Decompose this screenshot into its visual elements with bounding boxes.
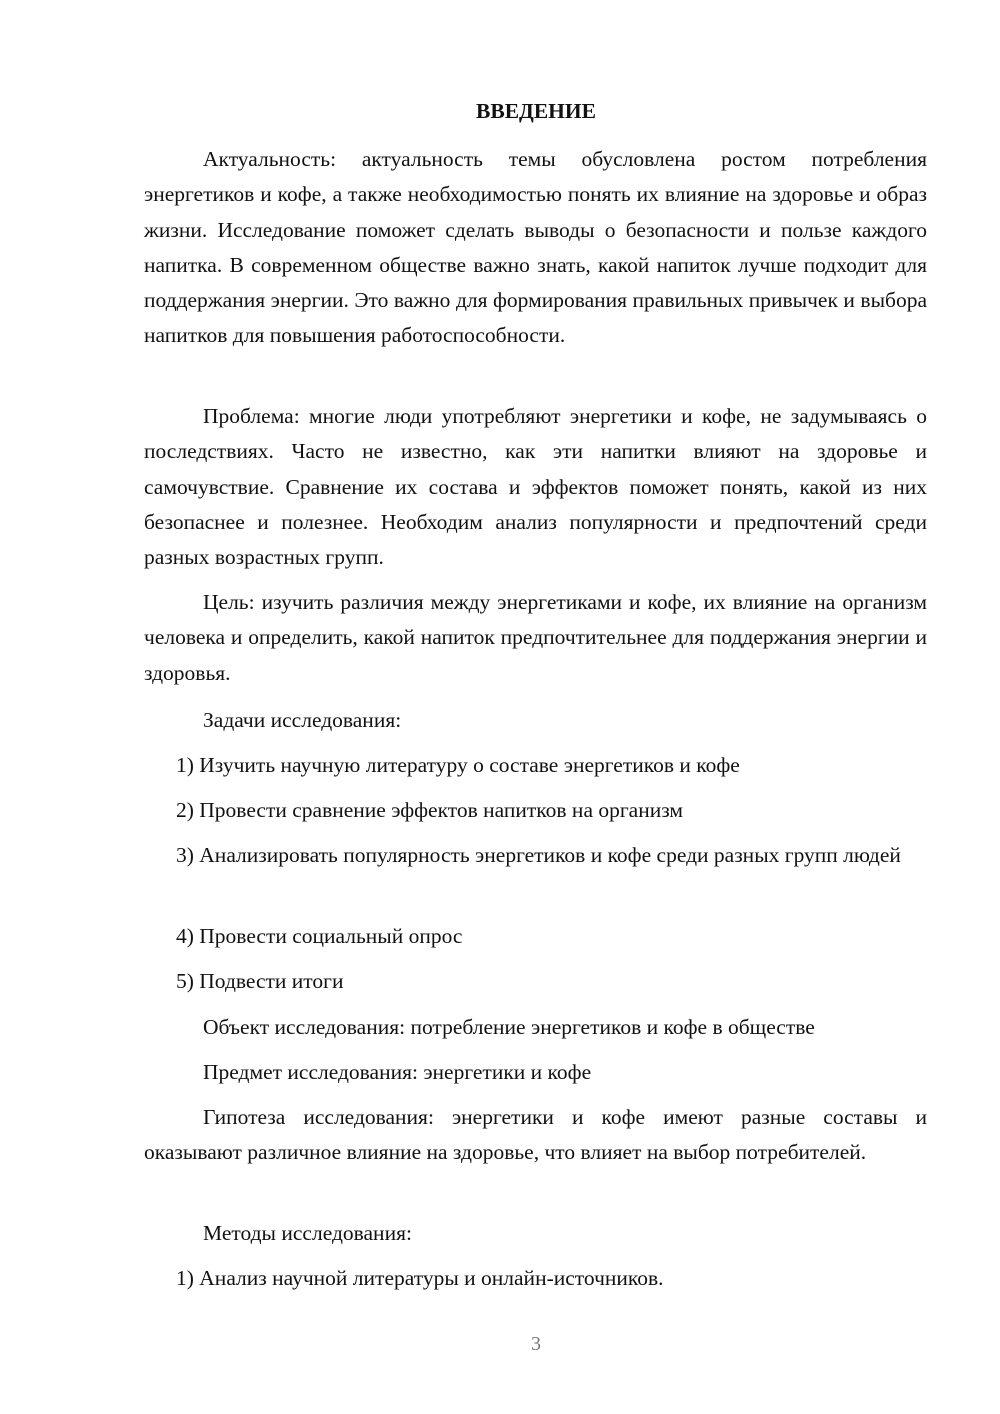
page-title: ВВЕДЕНИЕ	[476, 99, 596, 123]
task-item-5: 5) Подвести итоги	[176, 969, 344, 993]
tasks-heading: Задачи исследования:	[203, 708, 402, 732]
hypothesis-paragraph: Гипотеза исследования: энергетики и кофе имеют разные составы и оказывают различное влияние на здоровье, что влияет на выбор потребителей.	[144, 1105, 927, 1165]
object-line: Объект исследования: потребление энергетиков и кофе в обществе	[203, 1015, 815, 1039]
task-item-1: 1) Изучить научную литературу о составе энергетиков и кофе	[176, 753, 740, 777]
page-number: 3	[531, 1333, 541, 1355]
methods-heading: Методы исследования:	[203, 1221, 412, 1245]
method-item-1: 1) Анализ научной литературы и онлайн-источников.	[176, 1266, 664, 1290]
goal-paragraph: Цель: изучить различия между энергетиками и кофе, их влияние на организм человека и определить, какой напиток предпочтительнее для поддержания энергии и здоровья.	[144, 590, 927, 685]
task-item-4: 4) Провести социальный опрос	[176, 924, 463, 948]
relevance-paragraph: Актуальность: актуальность темы обусловлена ростом потребления энергетиков и кофе, а также необходимостью понять их влияние на здоровье и образ жизни. Исследование поможет сделать выводы о безопасности и пользе каждого напитка. В современном обществе важно знать, какой напиток лучше подходит для поддержания энергии. Это важно для формирования правильных привычек и выбора напитков для повышения работоспособности.	[144, 147, 927, 348]
task-item-2: 2) Провести сравнение эффектов напитков на организм	[176, 798, 684, 822]
task-item-3: 3) Анализировать популярность энергетиков и кофе среди разных групп людей	[176, 843, 901, 867]
problem-paragraph: Проблема: многие люди употребляют энергетики и кофе, не задумываясь о последствиях. Часто не известно, как эти напитки влияют на здоровье и самочувствие. Сравнение их состава и эффектов поможет понять, какой из них безопаснее и полезнее. Необходим анализ популярности и предпочтений среди разных возрастных групп.	[144, 404, 927, 570]
subject-line: Предмет исследования: энергетики и кофе	[203, 1060, 592, 1084]
